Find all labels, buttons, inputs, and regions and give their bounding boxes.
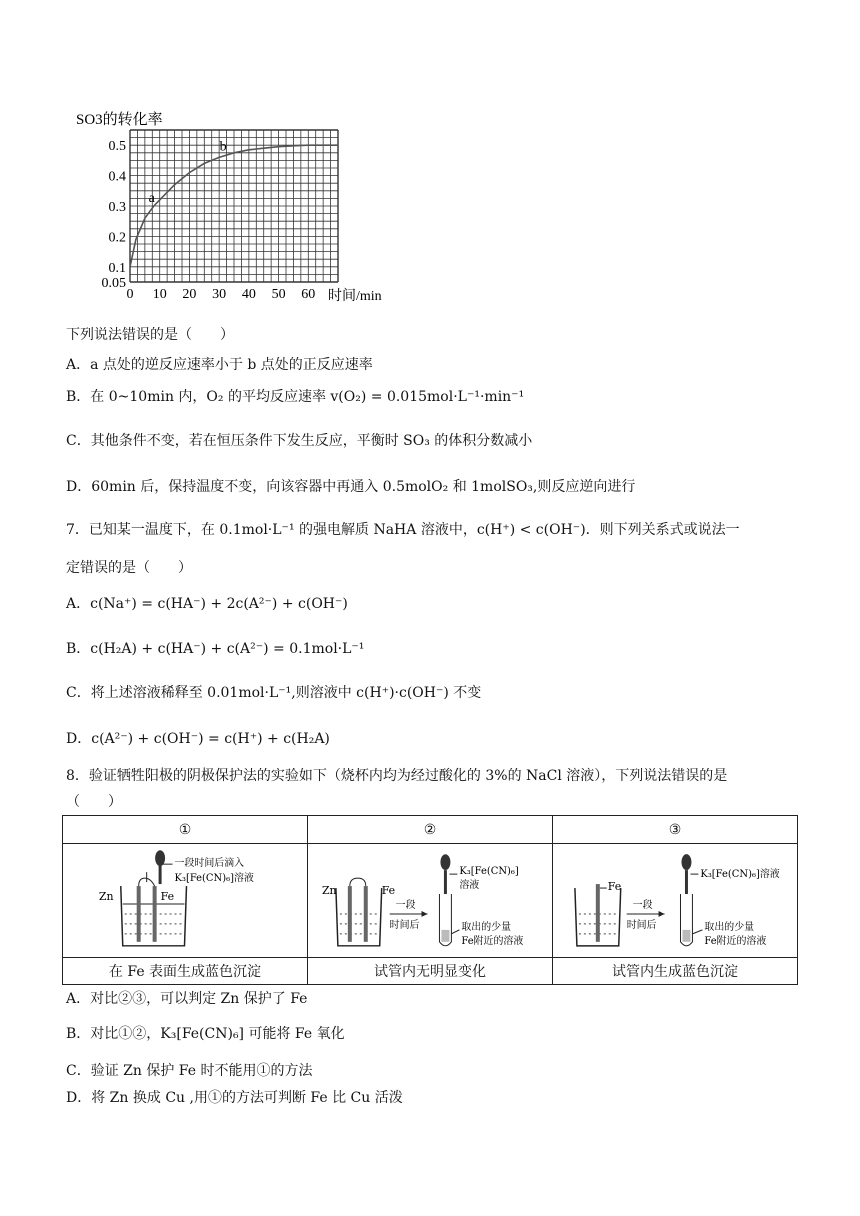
q7-option-b: B．c(H₂A) + c(HA⁻) + c(A²⁻) = 0.1mol·L⁻¹ [66, 641, 365, 657]
beaker-zn-fe-diagram [63, 844, 307, 957]
svg-text:一段: 一段 [632, 899, 653, 911]
y-tick-label: 0.5 [108, 139, 126, 155]
chart-xlabel: 时间/min [328, 289, 382, 304]
experiment-figure-1 [63, 844, 308, 958]
q7-option-c: C．将上述溶液稀释至 0.01mol·L⁻¹,则溶液中 c(H⁺)·c(OH⁻) 不变 [66, 685, 482, 701]
x-tick-label: 30 [212, 287, 227, 302]
experiment-table [62, 815, 798, 985]
q6-stem: 下列说法错误的是（ ） [66, 327, 234, 343]
table-caption-3: 试管内生成蓝色沉淀 [552, 958, 797, 985]
svg-text:Zn: Zn [321, 884, 337, 898]
table-caption-2: 试管内无明显变化 [308, 958, 553, 985]
q8-stem-line2: （ ） [66, 794, 122, 810]
y-tick-label: 0.4 [108, 169, 126, 185]
q8-option-c: C．验证 Zn 保护 Fe 时不能用①的方法 [66, 1063, 313, 1079]
chart-y-ticks [102, 139, 127, 291]
q7-option-a: A．c(Na⁺) = c(HA⁻) + 2c(A²⁻) + c(OH⁻) [66, 596, 348, 612]
svg-text:Fe: Fe [160, 890, 175, 904]
svg-text:K₃[Fe(CN)₆]溶液: K₃[Fe(CN)₆]溶液 [700, 869, 780, 881]
y-tick-label: 0.05 [101, 276, 126, 291]
chart-ylabel: SO3的转化率 [76, 112, 163, 128]
table-header-2: ② [308, 816, 553, 844]
svg-text:溶液: 溶液 [459, 880, 480, 892]
beaker-fe-to-testtube-diagram [553, 844, 797, 957]
table-header-1: ① [63, 816, 308, 844]
q7-stem-line1: 7．已知某一温度下，在 0.1mol·L⁻¹ 的强电解质 NaHA 溶液中，c(H⁺) < c(OH⁻)．则下列关系式或说法一 [66, 522, 740, 538]
svg-text:时间后: 时间后 [626, 919, 657, 931]
svg-text:K₃[Fe(CN)₆]溶液: K₃[Fe(CN)₆]溶液 [174, 873, 254, 885]
x-tick-label: 40 [241, 287, 256, 302]
q7-option-d: D．c(A²⁻) + c(OH⁻) = c(H⁺) + c(H₂A) [66, 731, 330, 747]
point-label-a: a [148, 191, 155, 206]
q6-option-d: D．60min 后，保持温度不变，向该容器中再通入 0.5molO₂ 和 1molSO₃,则反应逆向进行 [66, 479, 636, 495]
x-tick-label: 50 [271, 287, 286, 302]
conversion-chart [66, 100, 406, 310]
svg-text:一段时间后滴入: 一段时间后滴入 [174, 858, 245, 870]
q6-option-a: A．a 点处的逆反应速率小于 b 点处的正反应速率 [66, 357, 373, 373]
x-tick-label: 20 [182, 287, 197, 302]
experiment-figure-3 [552, 844, 797, 958]
svg-text:时间后: 时间后 [389, 919, 420, 931]
svg-text:Fe: Fe [607, 880, 622, 894]
svg-text:Zn: Zn [98, 890, 114, 904]
table-caption-1: 在 Fe 表面生成蓝色沉淀 [63, 958, 308, 985]
beaker-to-testtube-diagram [308, 844, 552, 957]
chart-annotations [149, 139, 227, 206]
q8-stem-line1: 8．验证牺牲阳极的阴极保护法的实验如下（烧杯内均为经过酸化的 3%的 NaCl 溶液），下列说法错误的是 [66, 768, 728, 784]
svg-text:Fe附近的溶液: Fe附近的溶液 [704, 935, 767, 947]
svg-text:Fe附近的溶液: Fe附近的溶液 [461, 935, 524, 947]
x-tick-label: 60 [301, 287, 316, 302]
table-header-3: ③ [552, 816, 797, 844]
x-tick-label: 10 [152, 287, 167, 302]
q7-stem-line2: 定错误的是（ ） [66, 560, 192, 576]
experiment-figure-2 [308, 844, 553, 958]
point-label-b: b [219, 139, 227, 155]
q6-option-b: B．在 0~10min 内，O₂ 的平均反应速率 v(O₂) = 0.015mol·L⁻¹·min⁻¹ [66, 389, 525, 405]
svg-text:取出的少量: 取出的少量 [461, 921, 512, 933]
svg-text:一段: 一段 [395, 899, 416, 911]
q6-option-c: C．其他条件不变，若在恒压条件下发生反应，平衡时 SO₃ 的体积分数减小 [66, 433, 533, 449]
q8-option-a: A．对比②③，可以判定 Zn 保护了 Fe [66, 991, 308, 1007]
q8-option-b: B．对比①②，K₃[Fe(CN)₆] 可能将 Fe 氧化 [66, 1026, 345, 1042]
y-tick-label: 0.2 [108, 230, 126, 246]
chart-x-ticks [127, 287, 316, 302]
q8-option-d: D．将 Zn 换成 Cu ,用①的方法可判断 Fe 比 Cu 活泼 [66, 1090, 403, 1106]
svg-text:取出的少量: 取出的少量 [704, 921, 755, 933]
y-tick-label: 0.1 [108, 260, 126, 276]
svg-text:K₃[Fe(CN)₆]: K₃[Fe(CN)₆] [459, 866, 519, 878]
x-tick-label: 0 [126, 287, 134, 302]
svg-text:Fe: Fe [381, 884, 396, 898]
y-tick-label: 0.3 [108, 200, 126, 215]
